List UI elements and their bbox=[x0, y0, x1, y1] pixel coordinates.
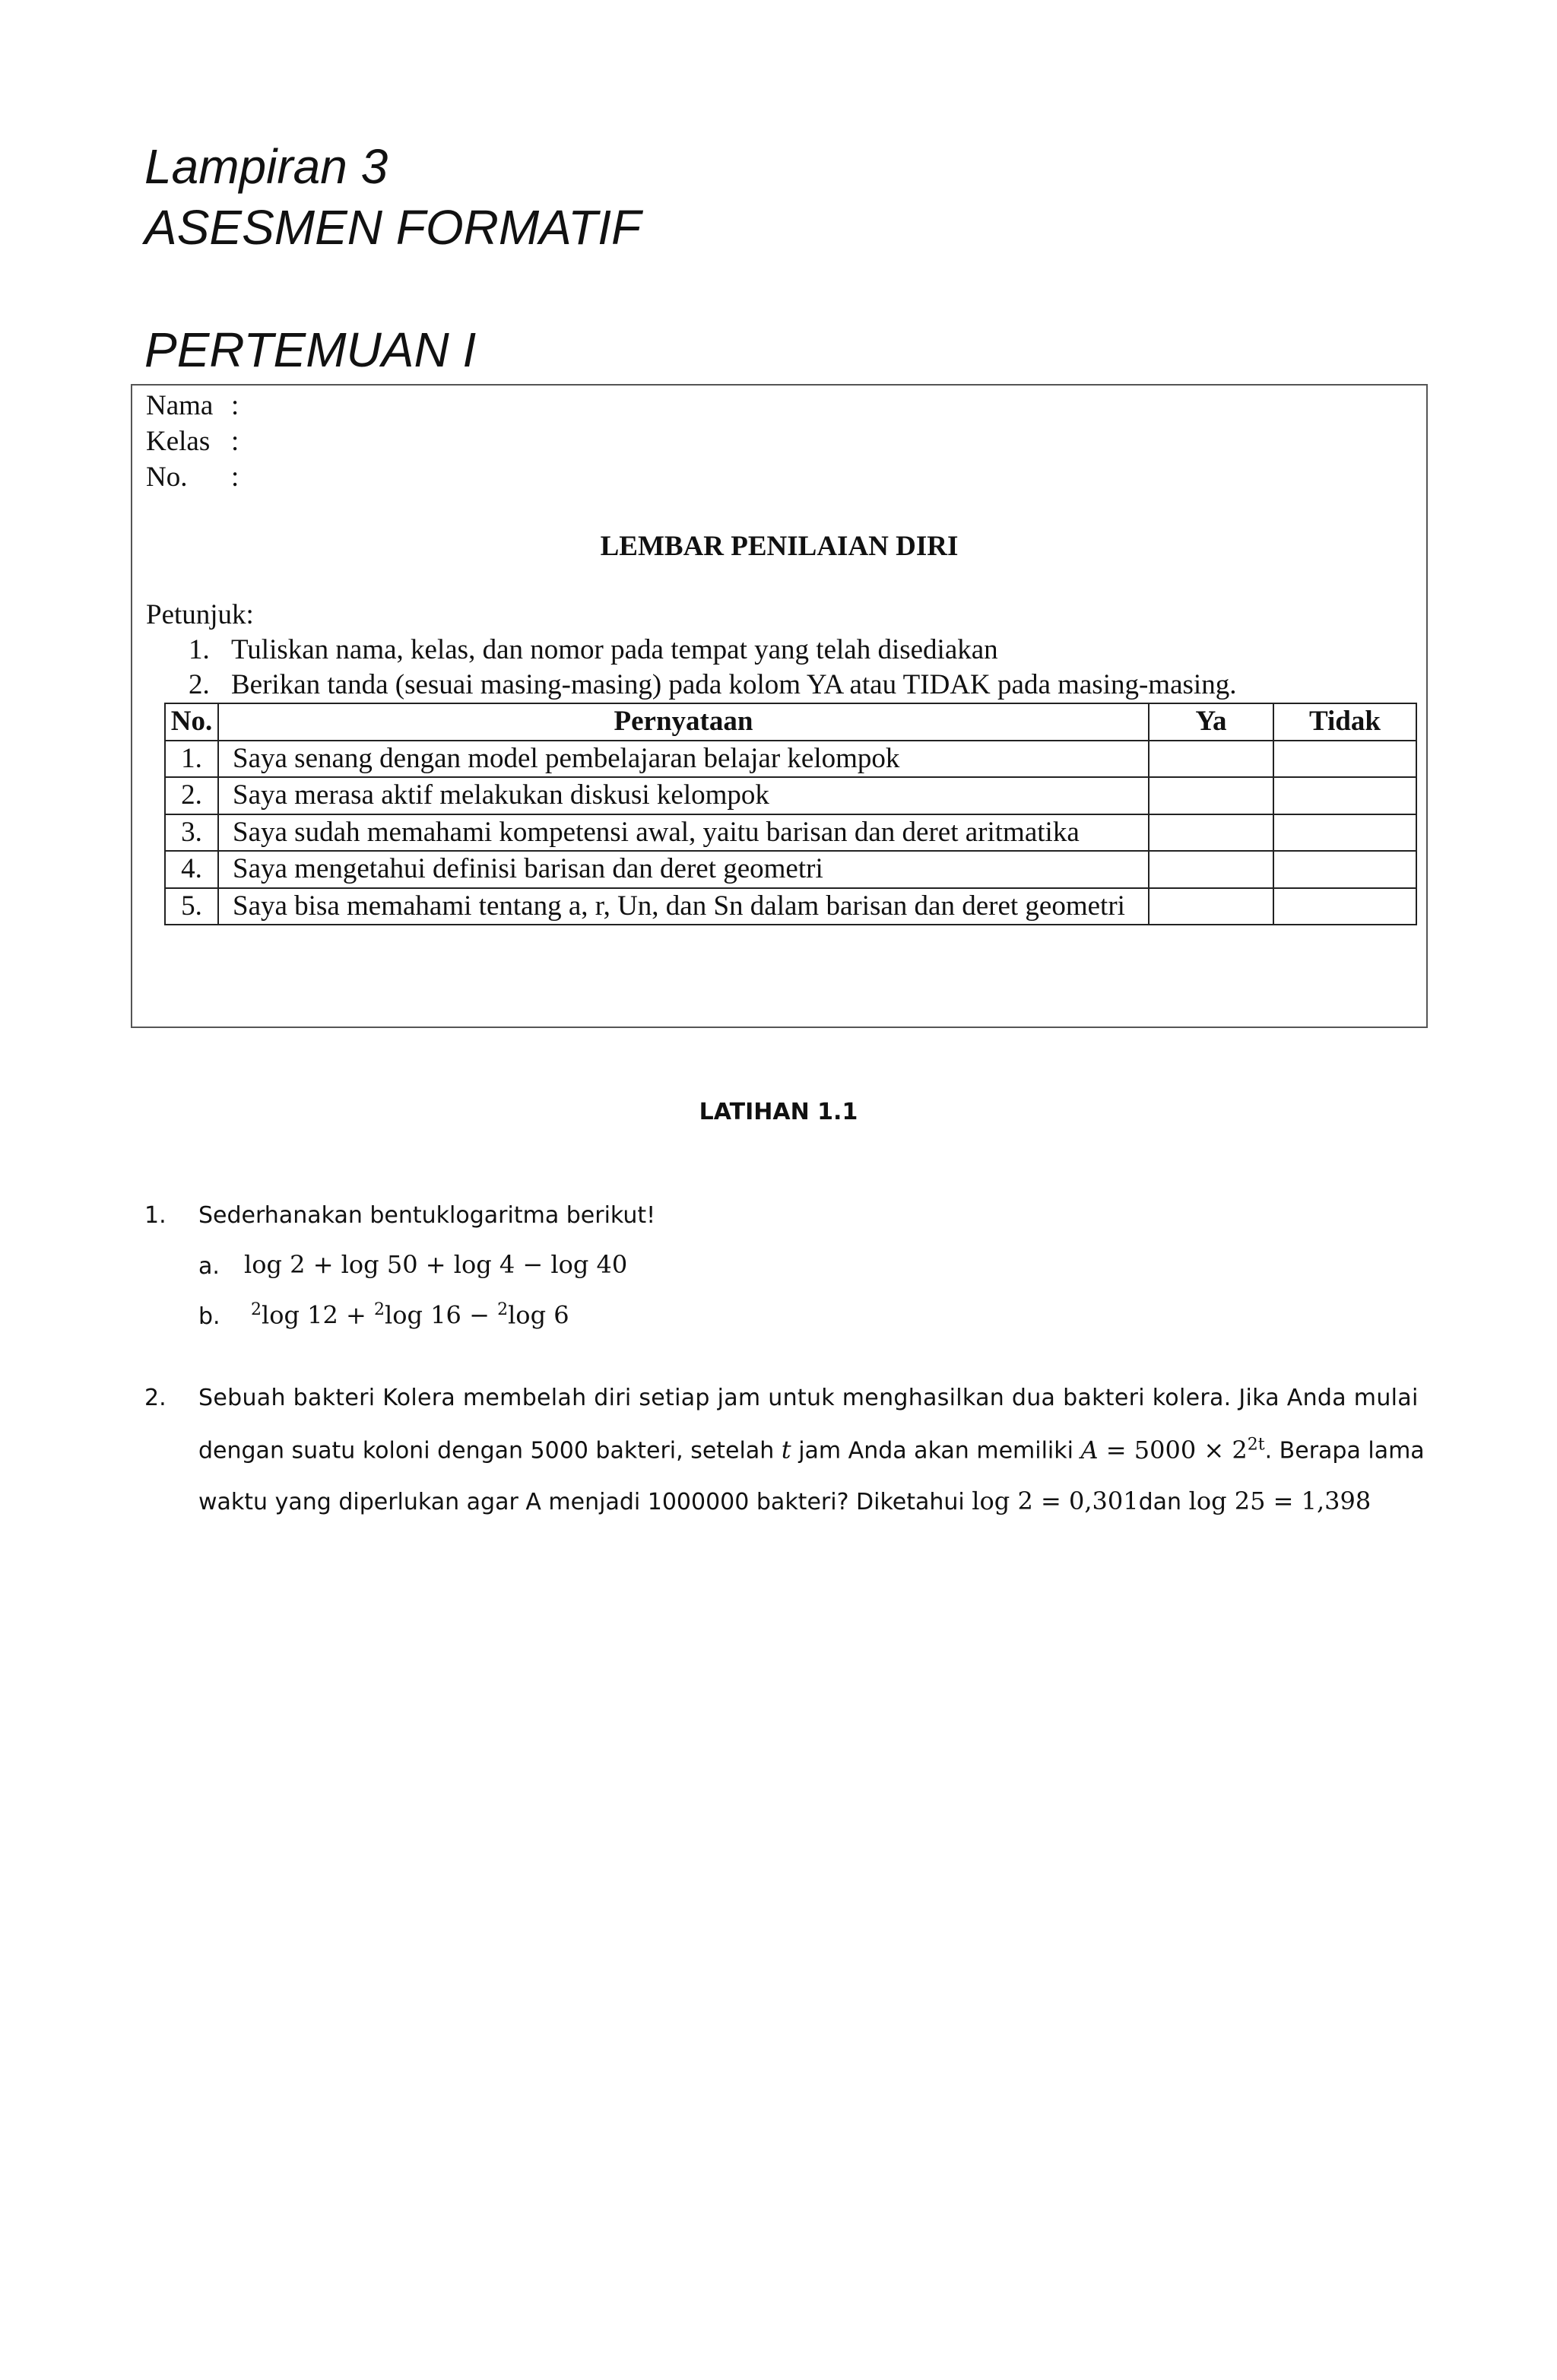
name-field: Nama : bbox=[146, 390, 239, 421]
row-statement: Saya sudah memahami kompetensi awal, yaitu barisan dan deret aritmatika bbox=[218, 814, 1149, 852]
part-a-label: a. bbox=[198, 1253, 220, 1280]
question-1-text: Sederhanakan bentuklogaritma berikut! bbox=[198, 1202, 656, 1229]
table-row bbox=[165, 741, 1416, 778]
question-1-number: 1. bbox=[144, 1202, 166, 1229]
table-header-row bbox=[165, 703, 1416, 741]
row-number: 3. bbox=[165, 814, 218, 852]
instructions-label: Petunjuk: bbox=[146, 599, 254, 630]
self-assessment-box bbox=[131, 384, 1428, 1028]
assessment-title: LEMBAR PENILAIAN DIRI bbox=[600, 531, 959, 562]
ya-cell[interactable] bbox=[1149, 741, 1273, 778]
table-row bbox=[165, 777, 1416, 814]
table-row bbox=[165, 814, 1416, 852]
appendix-label: Lampiran 3 bbox=[144, 139, 388, 194]
question-2-line-2: dengan suatu koloni dengan 5000 bakteri, setelah t jam Anda akan memiliki $A = 5000 \times 2^{2t}$. Berapa lama bbox=[198, 1435, 1425, 1464]
tidak-cell[interactable] bbox=[1273, 741, 1416, 778]
growth-formula: $A = 5000 \times 2^{2t}$ bbox=[1080, 1435, 1265, 1464]
meeting-title: PERTEMUAN I bbox=[144, 322, 477, 377]
tidak-cell[interactable] bbox=[1273, 888, 1416, 925]
question-2-number: 2. bbox=[144, 1385, 166, 1411]
instruction-item: 2. Berikan tanda (sesuai masing-masing) pada kolom YA atau TIDAK pada masing-masing. bbox=[189, 669, 1237, 700]
ya-cell[interactable] bbox=[1149, 888, 1273, 925]
assessment-table bbox=[164, 703, 1417, 925]
part-b-label: b. bbox=[198, 1303, 220, 1330]
row-number: 4. bbox=[165, 851, 218, 888]
tidak-cell[interactable] bbox=[1273, 851, 1416, 888]
question-2-line-1: Sebuah bakteri Kolera membelah diri setiap jam untuk menghasilkan dua bakteri kolera. Jika Anda mulai bbox=[198, 1385, 1419, 1411]
instruction-item: 1. Tuliskan nama, kelas, dan nomor pada tempat yang telah disediakan bbox=[189, 634, 998, 665]
tidak-cell[interactable] bbox=[1273, 814, 1416, 852]
number-field: No. : bbox=[146, 462, 239, 493]
row-statement: Saya bisa memahami tentang a, r, Un, dan Sn dalam barisan dan deret geometri bbox=[218, 888, 1149, 925]
header-tidak: Tidak bbox=[1273, 703, 1416, 741]
row-statement: Saya merasa aktif melakukan diskusi kelompok bbox=[218, 777, 1149, 814]
ya-cell[interactable] bbox=[1149, 814, 1273, 852]
header-statement: Pernyataan bbox=[218, 703, 1149, 741]
class-field: Kelas : bbox=[146, 426, 239, 457]
row-number: 1. bbox=[165, 741, 218, 778]
row-number: 5. bbox=[165, 888, 218, 925]
header-no: No. bbox=[165, 703, 218, 741]
part-b-expression: $^2$log 12 + $^2$log 16 − $^2$log 6 bbox=[251, 1300, 569, 1330]
question-2-line-3: waktu yang diperlukan agar A menjadi 1000000 bakteri? Diketahui log 2 = 0,301dan log 25 = 1,398 bbox=[198, 1487, 1371, 1515]
header-ya: Ya bbox=[1149, 703, 1273, 741]
ya-cell[interactable] bbox=[1149, 777, 1273, 814]
row-statement: Saya mengetahui definisi barisan dan deret geometri bbox=[218, 851, 1149, 888]
row-statement: Saya senang dengan model pembelajaran belajar kelompok bbox=[218, 741, 1149, 778]
table-row bbox=[165, 888, 1416, 925]
tidak-cell[interactable] bbox=[1273, 777, 1416, 814]
ya-cell[interactable] bbox=[1149, 851, 1273, 888]
document-title: ASESMEN FORMATIF bbox=[144, 200, 642, 255]
row-number: 2. bbox=[165, 777, 218, 814]
part-a-expression: log 2 + log 50 + log 4 − log 40 bbox=[244, 1250, 628, 1279]
exercise-title: LATIHAN 1.1 bbox=[699, 1099, 858, 1125]
table-row bbox=[165, 851, 1416, 888]
